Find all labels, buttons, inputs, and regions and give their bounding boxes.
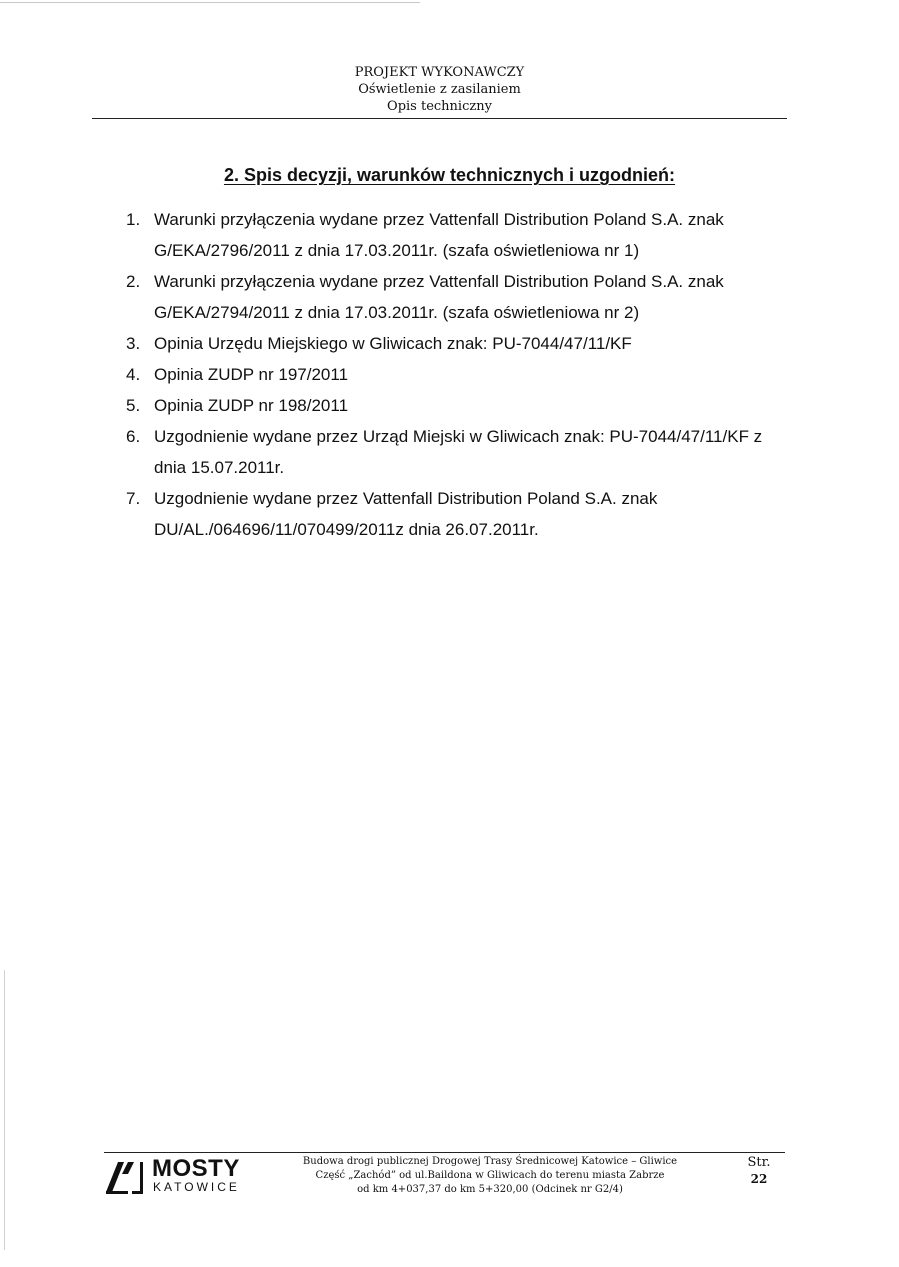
- list-item-text: G/EKA/2794/2011 z dnia 17.03.2011r. (szafa oświetleniowa nr 2): [154, 303, 640, 322]
- list-item-text: dnia 15.07.2011r.: [154, 458, 285, 477]
- list-item-number: 5.: [126, 396, 141, 415]
- footer-divider: [104, 1152, 785, 1153]
- list-item: [118, 421, 798, 483]
- list-item-number: 1.: [126, 210, 141, 229]
- list-item: [118, 328, 798, 359]
- list-item-number: 6.: [126, 427, 141, 446]
- list-item: [118, 359, 798, 390]
- header-divider: [92, 118, 787, 119]
- list-item-text: Opinia Urzędu Miejskiego w Gliwicach znak: PU-7044/47/11/KF: [154, 334, 632, 353]
- header-document-type: Opis techniczny: [387, 99, 492, 114]
- list-item-text: Opinia ZUDP nr 197/2011: [154, 365, 349, 384]
- list-item-number: 7.: [126, 489, 141, 508]
- list-item-text: Warunki przyłączenia wydane przez Vattenfall Distribution Poland S.A. znak: [154, 210, 724, 229]
- project-description-line: Część „Zachód” od ul.Baildona w Gliwicach do terenu miasta Zabrze: [315, 1170, 665, 1181]
- decision-list: [118, 204, 798, 545]
- header-project-type: PROJEKT WYKONAWCZY: [354, 65, 525, 80]
- list-item-text: Warunki przyłączenia wydane przez Vattenfall Distribution Poland S.A. znak: [154, 272, 724, 291]
- list-item-number: 3.: [126, 334, 141, 353]
- list-item: [118, 204, 798, 266]
- list-item-text: DU/AL./064696/11/070499/2011z dnia 26.07.2011r.: [154, 520, 539, 539]
- company-logo: [104, 1155, 264, 1198]
- page-indicator: [735, 1154, 783, 1188]
- logo-name: MOSTY: [152, 1155, 240, 1182]
- project-description-line: Budowa drogi publicznej Drogowej Trasy Średnicowej Katowice – Gliwice: [302, 1156, 678, 1167]
- scan-edge-line: [4, 970, 5, 1250]
- document-header: [92, 64, 787, 115]
- list-item-text: Uzgodnienie wydane przez Vattenfall Distribution Poland S.A. znak: [154, 489, 658, 508]
- project-description-line: od km 4+037,37 do km 5+320,00 (Odcinek nr G2/4): [357, 1184, 623, 1195]
- page-number: 22: [750, 1172, 768, 1186]
- header-subject: Oświetlenie z zasilaniem: [358, 82, 521, 97]
- list-item-number: 2.: [126, 272, 141, 291]
- scan-edge-line: [0, 2, 420, 3]
- list-item: [118, 390, 798, 421]
- mosty-logo-icon: [104, 1158, 148, 1196]
- list-item-text: Uzgodnienie wydane przez Urząd Miejski w Gliwicach znak: PU-7044/47/11/KF z: [154, 427, 763, 446]
- logo-city: KATOWICE: [153, 1180, 240, 1194]
- list-item-text: G/EKA/2796/2011 z dnia 17.03.2011r. (szafa oświetleniowa nr 1): [154, 241, 640, 260]
- project-description: [290, 1155, 690, 1197]
- section-title: 2. Spis decyzji, warunków technicznych i uzgodnień:: [223, 165, 676, 185]
- list-item: [118, 266, 798, 328]
- list-item: [118, 483, 798, 545]
- list-item-text: Opinia ZUDP nr 198/2011: [154, 396, 349, 415]
- page-label: Str.: [747, 1155, 771, 1170]
- list-item-number: 4.: [126, 365, 141, 384]
